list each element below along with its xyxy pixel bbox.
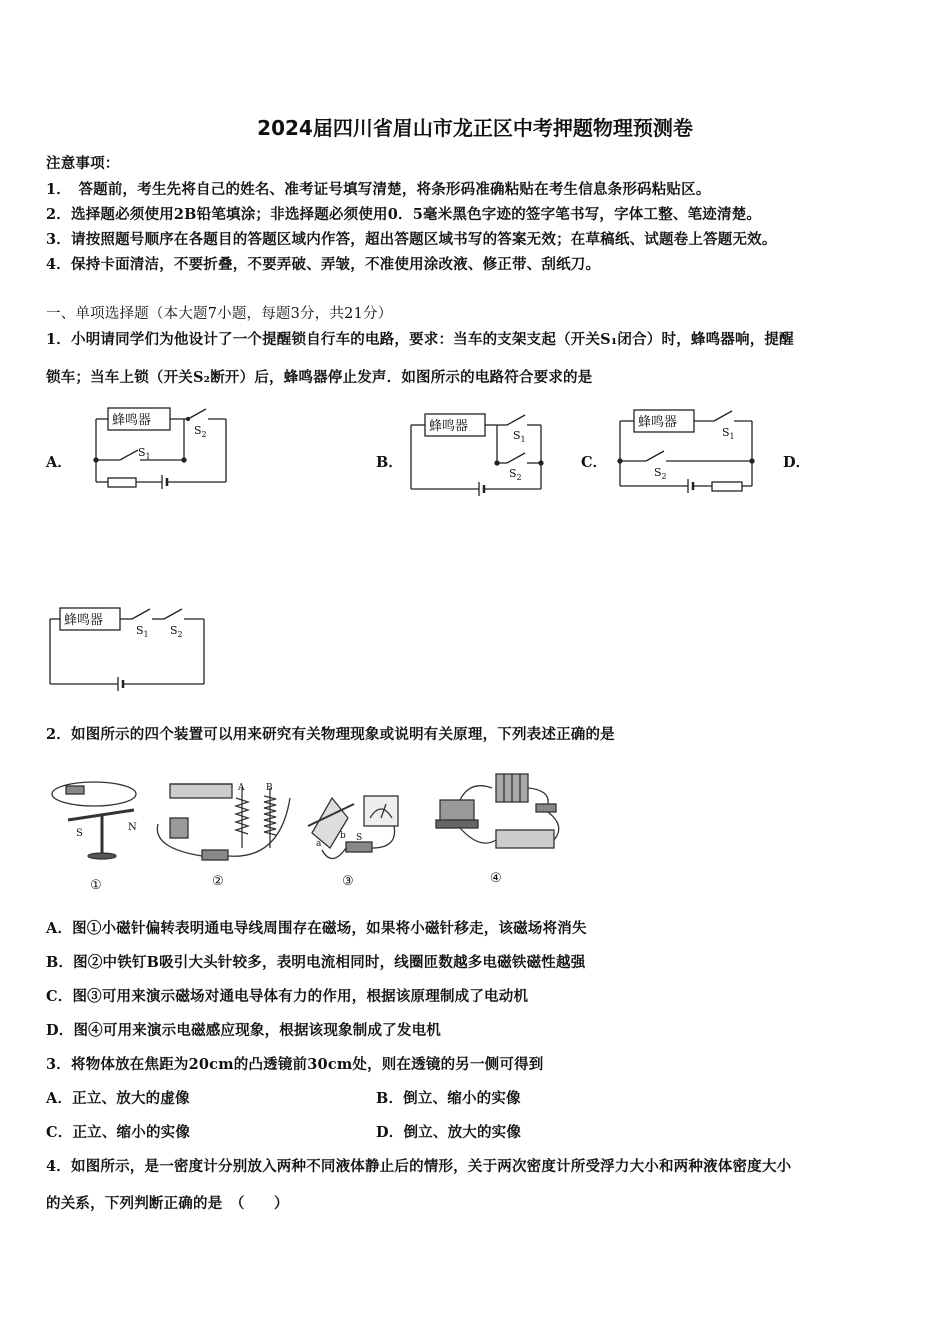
switch-s1 bbox=[507, 415, 525, 425]
question-1-line-1: 1．小明请同学们为他设计了一个提醒锁自行车的电路，要求：当车的支架支起（开关S₁闭合）时，蜂鸣器响，提醒 bbox=[46, 331, 794, 348]
battery bbox=[66, 786, 84, 794]
figure-3-conductor bbox=[302, 778, 407, 893]
option-d-label[interactable]: D． bbox=[783, 454, 811, 471]
figure-3-label: ③ bbox=[342, 874, 354, 889]
rod-b-label: b bbox=[340, 831, 346, 841]
s2-label: $S_2$ bbox=[194, 424, 207, 439]
battery bbox=[170, 818, 188, 838]
s2-label: $S_2$ bbox=[654, 466, 667, 481]
question-2-stem: 2．如图所示的四个装置可以用来研究有关物理现象或说明有关原理，下列表述正确的是 bbox=[46, 726, 615, 743]
option-b-label[interactable]: B． bbox=[376, 454, 403, 471]
switch-s2 bbox=[164, 609, 182, 619]
option-c-label[interactable]: C． bbox=[581, 454, 608, 471]
page-title: 2024届四川省眉山市龙正区中考押题物理预测卷 bbox=[257, 116, 693, 140]
switch bbox=[202, 850, 228, 860]
question-3-option-b[interactable]: B．倒立、缩小的实像 bbox=[376, 1090, 521, 1107]
s2-label: $S_2$ bbox=[509, 467, 522, 482]
buzzer-label: 蜂鸣器 bbox=[429, 419, 469, 434]
ammeter bbox=[364, 796, 398, 826]
question-3-option-a[interactable]: A．正立、放大的虚像 bbox=[46, 1090, 190, 1107]
section-heading: 一、单项选择题（本大题7小题，每题3分，共21分） bbox=[46, 306, 393, 322]
s1-label: $S_1$ bbox=[513, 429, 526, 444]
motor bbox=[440, 800, 474, 822]
circuit-diagram-d bbox=[46, 598, 211, 693]
switch-s2 bbox=[188, 409, 206, 419]
resistor bbox=[712, 482, 742, 491]
circuit-diagram-b bbox=[405, 405, 550, 500]
switch-s1 bbox=[120, 450, 138, 460]
question-4-line-1: 4．如图所示，是一密度计分别放入两种不同液体静止后的情形，关于两次密度计所受浮力大小和两种液体密度大小 bbox=[46, 1158, 792, 1175]
figure-2-label: ② bbox=[212, 874, 224, 889]
buzzer-label: 蜂鸣器 bbox=[64, 613, 104, 628]
switch-s2 bbox=[646, 451, 664, 461]
switch bbox=[346, 842, 372, 852]
figure-4-label: ④ bbox=[490, 871, 502, 886]
switch-s1 bbox=[132, 609, 150, 619]
notice-heading: 注意事项： bbox=[46, 155, 120, 172]
nail-b-label: B bbox=[266, 783, 273, 793]
north-label: N bbox=[128, 822, 137, 833]
rheostat bbox=[496, 830, 554, 848]
question-2-option-b[interactable]: B．图②中铁钉B吸引大头针较多，表明电流相同时，线圈匝数越多电磁铁磁性越强 bbox=[46, 954, 586, 971]
option-a-label[interactable]: A． bbox=[46, 454, 72, 471]
south-label: S bbox=[76, 828, 83, 839]
circuit-diagram-c bbox=[612, 400, 762, 500]
notice-item: 2．选择题必须使用2B铅笔填涂；非选择题必须使用0．5毫米黑色字迹的签字笔书写，字体工整、笔迹清楚。 bbox=[46, 206, 762, 223]
question-2-option-c[interactable]: C．图③可用来演示磁场对通电导体有力的作用，根据该原理制成了电动机 bbox=[46, 988, 529, 1005]
rod-a-label: a bbox=[316, 839, 322, 849]
s1-label: $S_1$ bbox=[138, 446, 151, 461]
question-2-option-a[interactable]: A．图①小磁针偏转表明通电导线周围存在磁场，如果将小磁针移走，该磁场将消失 bbox=[46, 920, 587, 937]
s2-label: $S_2$ bbox=[170, 624, 183, 639]
switch bbox=[536, 804, 556, 812]
circuit-diagram-a bbox=[88, 398, 238, 498]
switch-label: S bbox=[356, 833, 363, 843]
figure-2-electromagnet bbox=[150, 778, 295, 893]
buzzer-label: 蜂鸣器 bbox=[638, 415, 678, 430]
question-1-line-2: 锁车；当车上锁（开关S₂断开）后，蜂鸣器停止发声．如图所示的电路符合要求的是 bbox=[46, 369, 593, 386]
notice-item: 1． 答题前，考生先将自己的姓名、准考证号填写清楚，将条形码准确粘贴在考生信息条形码粘贴区。 bbox=[46, 181, 711, 198]
question-3-option-d[interactable]: D．倒立、放大的实像 bbox=[376, 1124, 522, 1141]
figure-1-oersted bbox=[48, 774, 148, 894]
figure-1-label: ① bbox=[90, 878, 102, 893]
s1-label: $S_1$ bbox=[136, 624, 149, 639]
figure-4-motor bbox=[430, 770, 570, 890]
switch-s1 bbox=[714, 411, 732, 421]
switch-s2 bbox=[507, 453, 525, 463]
s1-label: $S_1$ bbox=[722, 426, 735, 441]
question-4-line-2: 的关系，下列判断正确的是 （ ） bbox=[46, 1195, 289, 1212]
buzzer-label: 蜂鸣器 bbox=[112, 413, 152, 428]
nail-a-label: A bbox=[238, 783, 245, 793]
question-3-option-c[interactable]: C．正立、缩小的实像 bbox=[46, 1124, 191, 1141]
resistor bbox=[108, 478, 136, 487]
question-3-stem: 3．将物体放在焦距为20cm的凸透镜前30cm处，则在透镜的另一侧可得到 bbox=[46, 1056, 544, 1073]
notice-item: 3．请按照题号顺序在各题目的答题区域内作答，超出答题区域书写的答案无效；在草稿纸、试题卷上答题无效。 bbox=[46, 231, 777, 248]
rheostat bbox=[170, 784, 232, 798]
notice-item: 4．保持卡面清洁，不要折叠，不要弄破、弄皱，不准使用涂改液、修正带、刮纸刀。 bbox=[46, 256, 601, 273]
question-2-option-d[interactable]: D．图④可用来演示电磁感应现象，根据该现象制成了发电机 bbox=[46, 1022, 441, 1039]
